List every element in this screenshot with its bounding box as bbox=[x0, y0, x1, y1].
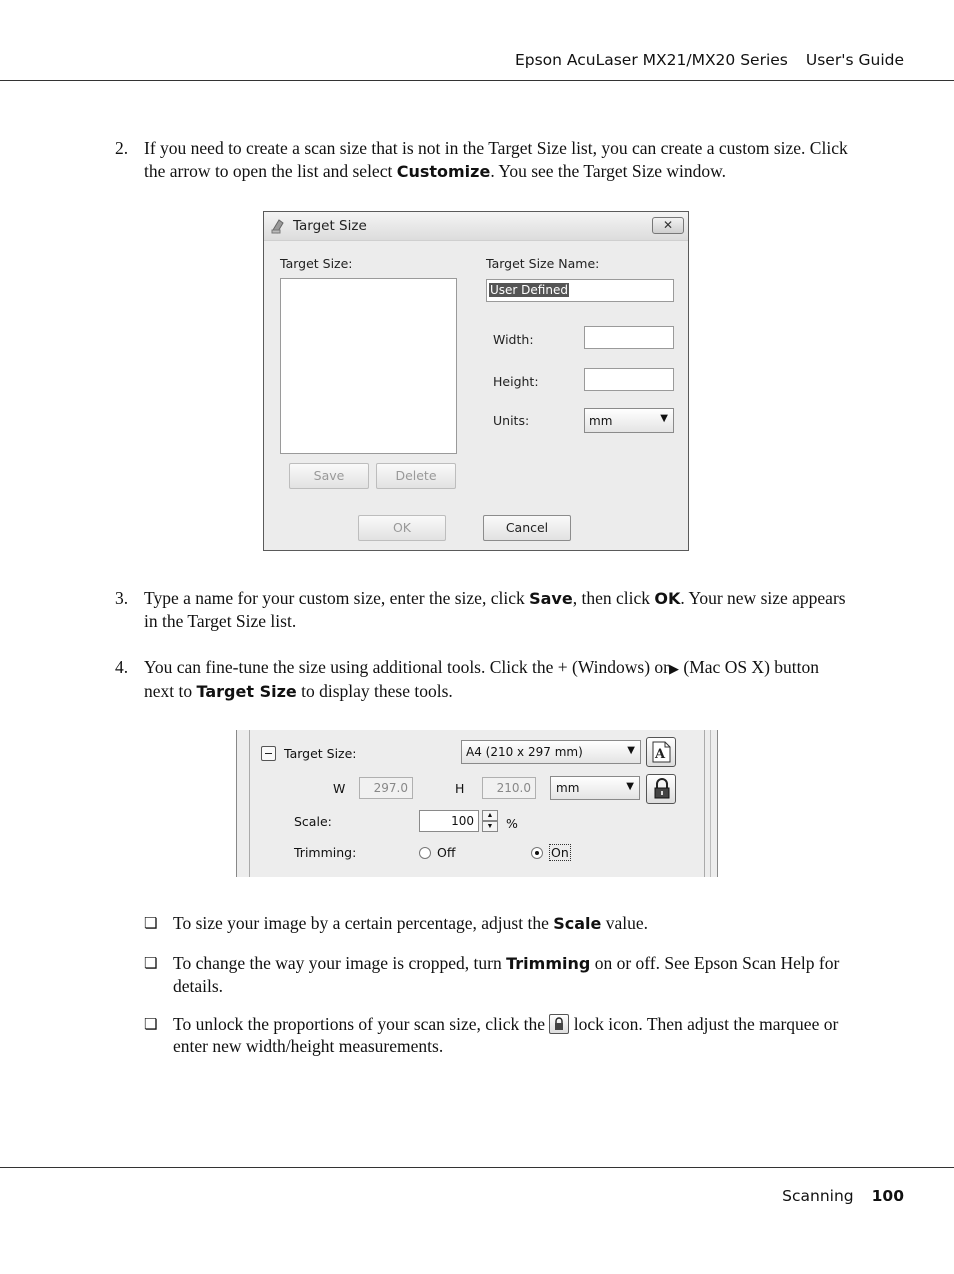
target-size-select-value: A4 (210 x 297 mm) bbox=[466, 745, 583, 759]
trimming-on-label: On bbox=[551, 845, 569, 860]
radio-dot bbox=[535, 851, 539, 855]
bold-term: Save bbox=[529, 589, 573, 608]
text-run: to display these tools. bbox=[296, 681, 453, 701]
height-label: Height: bbox=[493, 374, 539, 389]
svg-text:A: A bbox=[655, 747, 666, 762]
step-line: If you need to create a scan size that is not in the Target Size list, you can create a custom size. Click bbox=[144, 138, 848, 158]
step-text bbox=[144, 656, 879, 703]
units-select-value: mm bbox=[589, 414, 613, 428]
target-size-name-label: Target Size Name: bbox=[486, 256, 600, 271]
orientation-button[interactable] bbox=[646, 737, 676, 767]
bullet-box-icon: ❏ bbox=[144, 914, 158, 932]
dialog-titlebar bbox=[264, 212, 688, 241]
trimming-off-label: Off bbox=[437, 845, 456, 860]
text-run: the arrow to open the list and select bbox=[144, 161, 397, 181]
bullet-item bbox=[0, 952, 954, 998]
play-arrow-icon: ▶ bbox=[669, 661, 680, 676]
bold-term: OK bbox=[654, 589, 681, 608]
step-line bbox=[144, 680, 879, 703]
running-header bbox=[515, 51, 904, 69]
units-select[interactable] bbox=[550, 776, 640, 800]
header-guide: User's Guide bbox=[805, 51, 904, 69]
target-size-panel bbox=[236, 730, 718, 877]
text-run: . You see the Target Size window. bbox=[490, 161, 726, 181]
chevron-down-icon: ▼ bbox=[626, 781, 634, 792]
bullet-item bbox=[0, 1013, 954, 1059]
panel-divider bbox=[704, 730, 705, 877]
chevron-down-icon: ▼ bbox=[627, 745, 635, 756]
arrow-up-icon: ▲ bbox=[486, 811, 494, 819]
lock-icon bbox=[653, 778, 671, 800]
bullet-line bbox=[173, 952, 879, 975]
percent-label: % bbox=[506, 816, 518, 831]
header-product: Epson AcuLaser MX21/MX20 Series bbox=[514, 51, 788, 69]
target-size-list[interactable] bbox=[280, 278, 457, 454]
target-size-name-input[interactable] bbox=[486, 279, 674, 302]
scale-down-button[interactable] bbox=[482, 821, 498, 832]
step-number: 4. bbox=[115, 657, 129, 677]
height-field[interactable]: 210.0 bbox=[482, 777, 536, 799]
scanner-icon bbox=[270, 217, 286, 235]
text-run: You can fine-tune the size using additional tools. Click the + (Windows) or bbox=[144, 657, 670, 677]
lock-button[interactable] bbox=[646, 774, 676, 804]
step-line bbox=[144, 656, 879, 680]
height-label: H bbox=[455, 781, 465, 796]
chevron-down-icon: ▼ bbox=[660, 413, 668, 424]
bullet-text bbox=[173, 1013, 879, 1057]
running-footer bbox=[782, 1187, 904, 1205]
cancel-button[interactable]: Cancel bbox=[483, 515, 571, 541]
target-size-label: Target Size: bbox=[284, 746, 357, 761]
bullet-text bbox=[173, 912, 879, 935]
step-number: 3. bbox=[115, 588, 129, 608]
panel-divider bbox=[249, 730, 250, 877]
text-run: Type a name for your custom size, enter the size, click bbox=[144, 588, 530, 608]
width-label: W bbox=[333, 781, 346, 796]
bold-term: Trimming bbox=[506, 954, 591, 973]
dialog-title: Target Size bbox=[293, 218, 367, 234]
ok-button[interactable]: OK bbox=[358, 515, 446, 541]
bullet-line bbox=[173, 1013, 879, 1035]
footer-rule bbox=[0, 1167, 954, 1168]
footer-section: Scanning bbox=[782, 1187, 854, 1205]
step-line bbox=[144, 587, 879, 610]
scale-input[interactable]: 100 bbox=[419, 810, 479, 832]
bullet-box-icon: ❏ bbox=[144, 1015, 158, 1033]
step-line: in the Target Size list. bbox=[144, 611, 297, 631]
width-input[interactable] bbox=[584, 326, 674, 349]
target-size-dialog bbox=[263, 211, 689, 551]
bold-term: Customize bbox=[396, 162, 491, 181]
scale-up-button[interactable] bbox=[482, 810, 498, 821]
trimming-on-radio[interactable] bbox=[531, 847, 543, 859]
units-label: Units: bbox=[493, 413, 530, 428]
trimming-off-radio[interactable] bbox=[419, 847, 431, 859]
lock-icon bbox=[549, 1014, 569, 1034]
step-2 bbox=[0, 137, 954, 185]
bold-term: Scale bbox=[553, 914, 602, 933]
text-run: , then click bbox=[572, 588, 655, 608]
text-run: lock icon. Then adjust the marquee or bbox=[569, 1014, 839, 1034]
text-run: on or off. See Epson Scan Help for bbox=[590, 953, 840, 973]
units-select-value: mm bbox=[556, 781, 580, 795]
close-icon: ✕ bbox=[663, 218, 674, 232]
bold-term: Target Size bbox=[196, 682, 297, 701]
bullet-text bbox=[173, 952, 879, 997]
height-input[interactable] bbox=[584, 368, 674, 391]
step-text bbox=[144, 587, 879, 633]
text-run: . Your new size appears bbox=[680, 588, 846, 608]
bullet-item bbox=[0, 912, 954, 936]
minus-icon bbox=[265, 753, 272, 754]
text-run: To unlock the proportions of your scan size, click the bbox=[173, 1014, 550, 1034]
close-button[interactable] bbox=[652, 217, 684, 234]
text-run: To change the way your image is cropped, turn bbox=[173, 953, 507, 973]
step-text bbox=[144, 137, 879, 183]
bullet-line: details. bbox=[173, 976, 224, 996]
bullet-box-icon: ❏ bbox=[144, 954, 158, 972]
trimming-label: Trimming: bbox=[294, 845, 357, 860]
arrow-down-icon: ▼ bbox=[486, 822, 494, 830]
step-4 bbox=[0, 656, 954, 704]
header-rule bbox=[0, 80, 954, 81]
text-run: next to bbox=[144, 681, 197, 701]
step-3 bbox=[0, 587, 954, 635]
step-line bbox=[144, 160, 879, 183]
collapse-button[interactable] bbox=[261, 746, 276, 761]
text-run: To size your image by a certain percentage, adjust the bbox=[173, 913, 554, 933]
target-size-label: Target Size: bbox=[280, 256, 353, 271]
width-field[interactable]: 297.0 bbox=[359, 777, 413, 799]
save-button[interactable]: Save bbox=[289, 463, 369, 489]
text-run: (Mac OS X) button bbox=[679, 657, 819, 677]
units-select[interactable] bbox=[584, 408, 674, 433]
width-label: Width: bbox=[493, 332, 534, 347]
step-number: 2. bbox=[115, 138, 129, 158]
delete-button[interactable]: Delete bbox=[376, 463, 456, 489]
text-run: value. bbox=[601, 913, 649, 933]
bullet-line: enter new width/height measurements. bbox=[173, 1036, 444, 1056]
scale-label: Scale: bbox=[294, 814, 332, 829]
page-number: 100 bbox=[871, 1187, 904, 1205]
panel-divider bbox=[710, 730, 711, 877]
orientation-icon bbox=[651, 741, 673, 763]
name-input-value: User Defined bbox=[490, 283, 568, 297]
target-size-select[interactable] bbox=[461, 740, 641, 764]
